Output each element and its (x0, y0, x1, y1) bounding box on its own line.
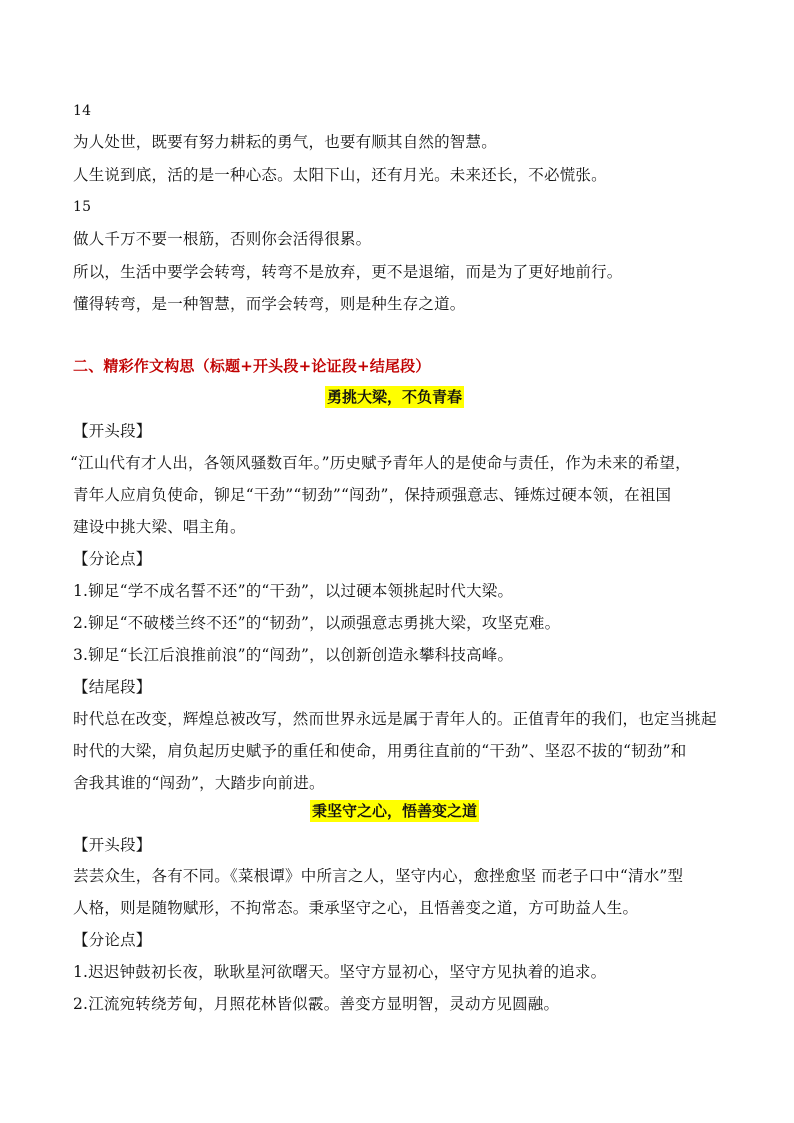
opening-line-2-2: 人格，则是随物赋形，不拘常态。秉承坚守之心，且悟善变之道，方可助益人生。 (73, 899, 639, 917)
essay-title-2: 秉坚守之心，悟善变之道 (312, 802, 478, 820)
point-1-3: 3.铆足“长江后浪推前浪”的“闯劲”，以创新创造永攀科技高峰。 (73, 646, 514, 664)
essay-title-1: 勇挑大梁，不负青春 (327, 388, 463, 406)
points-label-1: 【分论点】 (73, 550, 152, 568)
point-1-1: 1.铆足“学不成名誓不还”的“干劲”，以过硬本领挑起时代大梁。 (73, 582, 514, 600)
item-number-14: 14 (73, 103, 92, 119)
paragraph-15b: 所以，生活中要学会转弯，转弯不是放弃，更不是退缩，而是为了更好地前行。 (73, 263, 623, 281)
ending-label-1: 【结尾段】 (73, 678, 152, 696)
opening-line-1-2: 青年人应肩负使命，铆足“干劲”“韧劲”“闯劲”，保持顽强意志、锤炼过硬本领，在祖国 (73, 486, 672, 504)
opening-line-1-3: 建设中挑大梁、唱主角。 (73, 518, 246, 536)
point-2-2: 2.江流宛转绕芳甸，月照花林皆似霰。善变方显明智，灵动方见圆融。 (73, 995, 560, 1013)
paragraph-14a: 为人处世，既要有努力耕耘的勇气，也要有顺其自然的智慧。 (73, 133, 497, 151)
paragraph-14b: 人生说到底，活的是一种心态。太阳下山，还有月光。未来还长，不必慌张。 (73, 166, 607, 184)
opening-label-2: 【开头段】 (73, 836, 152, 854)
paragraph-15a: 做人千万不要一根筋，否则你会活得很累。 (73, 230, 372, 248)
paragraph-15c: 懂得转弯，是一种智慧，而学会转弯，则是种生存之道。 (73, 295, 466, 313)
opening-line-1-1: “江山代有才人出，各领风骚数百年。”历史赋予青年人的是使命与责任，作为未来的希望， (70, 454, 691, 472)
ending-line-1-1: 时代总在改变，辉煌总被改写，然而世界永远是属于青年人的。正值青年的我们，也定当挑起 (73, 710, 717, 728)
opening-line-2-1: 芸芸众生，各有不同。《菜根谭》中所言之人，坚守内心，愈挫愈坚 而老子口中“清水”型 (73, 867, 684, 885)
ending-line-1-3: 舍我其谁的“闯劲”，大踏步向前进。 (73, 774, 325, 792)
section-heading: 二、精彩作文构思（标题+开头段+论证段+结尾段） (73, 357, 431, 375)
point-1-2: 2.铆足“不破楼兰终不还”的“韧劲”，以顽强意志勇挑大梁，攻坚克难。 (73, 614, 561, 632)
points-label-2: 【分论点】 (73, 931, 152, 949)
opening-label-1: 【开头段】 (73, 422, 152, 440)
item-number-15: 15 (73, 199, 92, 215)
point-2-1: 1.迟迟钟鼓初长夜，耿耿星河欲曙天。坚守方显初心，坚守方见执着的追求。 (73, 963, 607, 981)
ending-line-1-2: 时代的大梁，肩负起历史赋予的重任和使命，用勇往直前的“干劲”、坚忍不拔的“韧劲”和 (73, 742, 687, 760)
